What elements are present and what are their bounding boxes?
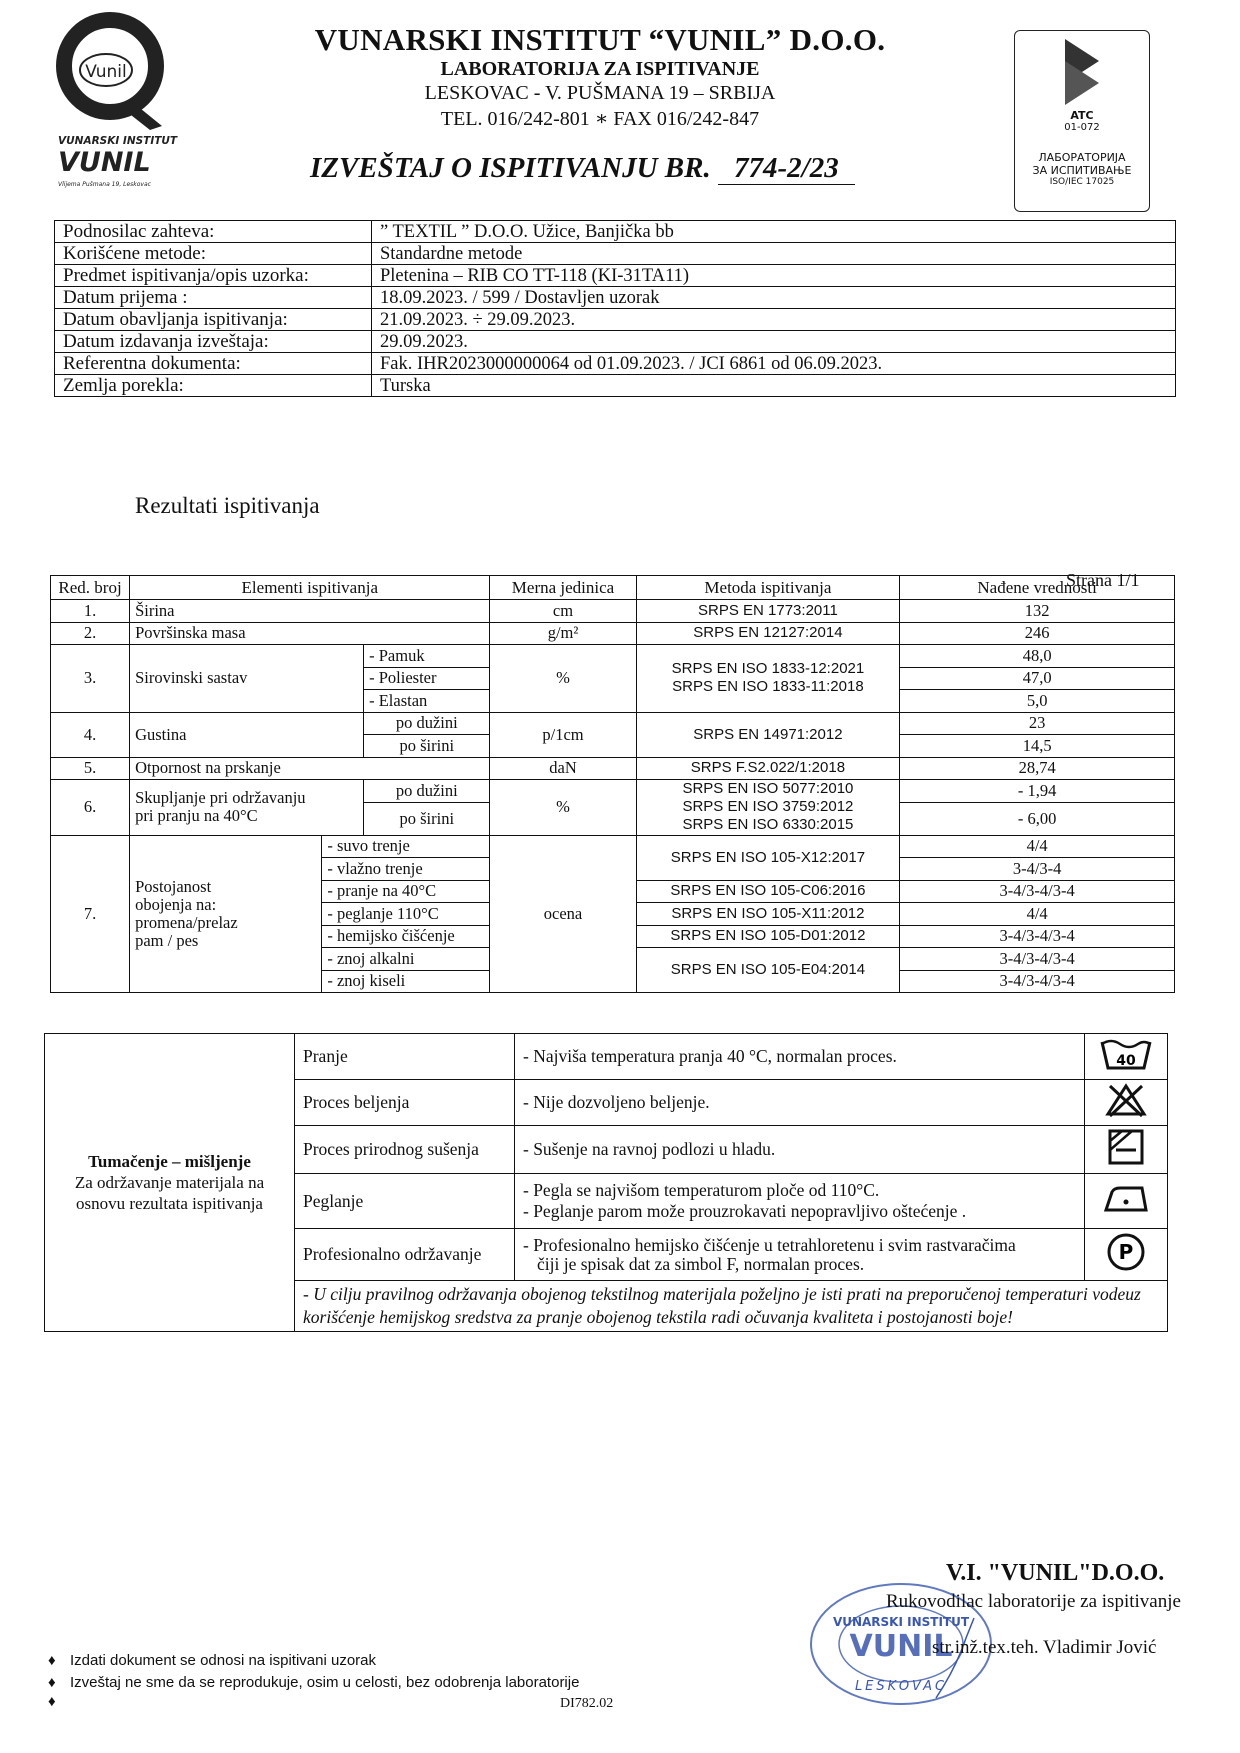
footer-note-1: ♦ Izdati dokument se odnosi na ispitivani uzorak <box>48 1652 377 1669</box>
wash-40-icon <box>1085 1034 1168 1080</box>
no-bleach-icon <box>1085 1080 1168 1126</box>
accreditation-mark-icon <box>1015 31 1149 111</box>
info-label: Predmet ispitivanja/opis uzorka: <box>55 265 372 287</box>
interpretation-table <box>44 1033 1168 1332</box>
table-row: 7. Postojanost obojenja na: promena/prelaz pam / pes - suvo trenje ocena SRPS EN ISO 105-X12:2017 4/4 <box>51 835 1175 858</box>
info-row <box>55 221 1176 243</box>
info-row <box>55 309 1176 331</box>
svg-text:Vunil: Vunil <box>85 62 127 82</box>
info-label: Podnosilac zahteva: <box>55 221 372 243</box>
bullet-icon: ♦ <box>48 1694 56 1710</box>
header-method: Metoda ispitivanja <box>636 576 900 600</box>
footer-bullet <box>48 1694 70 1711</box>
phone-fax: TEL. 016/242-801 ∗ FAX 016/242-847 <box>440 108 760 130</box>
accreditation-badge <box>1014 30 1150 212</box>
table-row: - znoj kiseli 3-4/3-4/3-4 <box>51 970 1175 993</box>
table-row: - peglanje 110°C SRPS EN ISO 105-X11:2012 4/4 <box>51 903 1175 926</box>
bullet-icon: ♦ <box>48 1652 56 1669</box>
info-label: Korišćene metode: <box>55 243 372 265</box>
table-row: 3. Sirovinski sastav - Pamuk % SRPS EN ISO 1833-12:2021 SRPS EN ISO 1833-11:2018 48,0 <box>51 645 1175 668</box>
care-note: - U cilju pravilnog održavanja obojenog tekstilnog materijala poželjno je isti prati na preporučenoj temperaturi vodeuz korišćenje hemijskog sredstva za pranje obojenog tekstila radi očuvanja kvaliteta i postojanosti boje! <box>295 1281 1168 1332</box>
care-row-drying: Proces prirodnog sušenja - Sušenje na ravnoj podlozi u hladu. <box>45 1126 1168 1174</box>
svg-text:VUNARSKI INSTITUT: VUNARSKI INSTITUT <box>58 135 178 147</box>
report-title-label: IZVEŠTAJ O ISPITIVANJU BR. <box>310 152 711 184</box>
atc-line1: ЛАБОРАТОРИЈА <box>1038 151 1126 164</box>
results-table <box>50 575 1175 993</box>
care-row-bleaching: Proces beljenja - Nije dozvoljeno beljenje. <box>45 1080 1168 1126</box>
document-id: DI782.02 <box>560 1696 614 1711</box>
lab-name: LABORATORIJA ZA ISPITIVANJE <box>440 58 760 80</box>
info-value: 18.09.2023. / 599 / Dostavljen uzorak <box>372 287 1176 309</box>
sample-info-table <box>54 220 1176 397</box>
table-row: 2. Površinska masa g/m² SRPS EN 12127:2014 246 <box>51 622 1175 645</box>
signature-name: str.inž.tex.teh. Vladimir Jović <box>932 1637 1157 1658</box>
svg-text:VUNIL: VUNIL <box>849 1629 953 1664</box>
atc-line2: ЗА ИСПИТИВАЊЕ <box>1032 164 1132 177</box>
table-row: - znoj alkalni SRPS EN ISO 105-E04:2014 3-4/3-4/3-4 <box>51 948 1175 971</box>
table-row: - Elastan 5,0 <box>51 690 1175 713</box>
table-row: - hemijsko čišćenje SRPS EN ISO 105-D01:2012 3-4/3-4/3-4 <box>51 925 1175 948</box>
header-no: Red. broj <box>51 576 130 600</box>
atc-line3: ISO/IEC 17025 <box>1049 177 1115 187</box>
page-indicator: Strana 1/1 <box>1066 570 1140 590</box>
care-row-washing: Tumačenje – mišljenje Za održavanje materijala na osnovu rezultata ispitivanja Pranje - Najviša temperatura pranja 40 °C, normalan proces. 40 <box>45 1034 1168 1080</box>
info-label: Datum obavljanja ispitivanja: <box>55 309 372 331</box>
info-value: Turska <box>372 375 1176 397</box>
header-element: Elementi ispitivanja <box>130 576 490 600</box>
table-row: 4. Gustina po dužini p/1cm SRPS EN 14971:2012 23 <box>51 712 1175 735</box>
signature-role: Rukovodilac laboratorije za ispitivanje <box>886 1591 1181 1612</box>
info-row <box>55 353 1176 375</box>
results-title: Rezultati ispitivanja <box>135 493 320 518</box>
atc-label: ATC <box>1070 109 1094 122</box>
table-row: 1. Širina cm SRPS EN 1773:2011 132 <box>51 600 1175 623</box>
svg-text:40: 40 <box>1116 1053 1136 1069</box>
bullet-icon: ♦ <box>48 1674 56 1691</box>
info-row <box>55 375 1176 397</box>
info-row <box>55 243 1176 265</box>
info-value: Pletenina – RIB CO TT-118 (KI-31TA11) <box>372 265 1176 287</box>
interpretation-heading-cell: Tumačenje – mišljenje Za održavanje materijala na osnovu rezultata ispitivanja <box>45 1034 295 1332</box>
svg-text:VUNIL: VUNIL <box>58 147 151 178</box>
care-row-ironing: Peglanje - Pegla se najvišom temperaturom ploče od 110°C. - Peglanje parom može prouzrokavati nepopravljivo oštećenje . <box>45 1174 1168 1229</box>
dry-flat-shade-icon <box>1085 1126 1168 1174</box>
table-row: - vlažno trenje 3-4/3-4 <box>51 858 1175 881</box>
table-row: - pranje na 40°C SRPS EN ISO 105-C06:2016 3-4/3-4/3-4 <box>51 880 1175 903</box>
info-label: Referentna dokumenta: <box>55 353 372 375</box>
info-label: Datum prijema : <box>55 287 372 309</box>
atc-code: 01-072 <box>1064 122 1100 133</box>
table-row: 6. Skupljanje pri održavanju pri pranju na 40°C po dužini % SRPS EN ISO 5077:2010 SRPS EN ISO 3759:2012 SRPS EN ISO 6330:2015 - 1,94 <box>51 780 1175 803</box>
info-value: Fak. IHR2023000000064 od 01.09.2023. / JCI 6861 od 06.09.2023. <box>372 353 1176 375</box>
footer-note-2: ♦ Izveštaj ne sme da se reprodukuje, osim u celosti, bez odobrenja laboratorije <box>48 1674 580 1691</box>
info-row <box>55 331 1176 353</box>
svg-text:Vlijema Pušmana 19, Leskovac: Vlijema Pušmana 19, Leskovac <box>58 181 151 188</box>
care-row-professional: Profesionalno održavanje - Profesionalno hemijsko čišćenje u tetrahloretenu i svim rastvaračima čiji je spisak dat za simbol F, normalan proces. P <box>45 1229 1168 1281</box>
info-value: Standardne metode <box>372 243 1176 265</box>
iron-low-icon <box>1085 1174 1168 1229</box>
table-row: - Poliester 47,0 <box>51 667 1175 690</box>
info-label: Datum izdavanja izveštaja: <box>55 331 372 353</box>
dry-clean-p-icon <box>1085 1229 1168 1281</box>
info-value: 21.09.2023. ÷ 29.09.2023. <box>372 309 1176 331</box>
table-row: po širini - 6,00 <box>51 802 1175 835</box>
vunil-logo <box>50 8 180 188</box>
table-row: 5. Otpornost na prskanje daN SRPS F.S2.022/1:2018 28,74 <box>51 757 1175 780</box>
svg-text:VUNARSKI INSTITUT: VUNARSKI INSTITUT <box>832 1615 970 1629</box>
info-row <box>55 265 1176 287</box>
results-header-row <box>51 576 1175 600</box>
svg-text:LESKOVAC: LESKOVAC <box>854 1679 948 1694</box>
info-value: ” TEXTIL ” D.O.O. Užice, Banjička bb <box>372 221 1176 243</box>
table-row: po širini 14,5 <box>51 735 1175 758</box>
signature-organization: V.I. "VUNIL"D.O.O. <box>946 1560 1165 1586</box>
svg-text:P: P <box>1118 1240 1134 1264</box>
info-value: 29.09.2023. <box>372 331 1176 353</box>
header-unit: Merna jedinica <box>490 576 636 600</box>
info-label: Zemlja porekla: <box>55 375 372 397</box>
institute-name: VUNARSKI INSTITUT “VUNIL” D.O.O. <box>314 22 886 57</box>
info-row <box>55 287 1176 309</box>
report-number: 774-2/23 <box>718 152 855 185</box>
report-title <box>310 152 855 185</box>
header-value: Nađene vrednosti <box>900 576 1175 600</box>
address: LESKOVAC - V. PUŠMANA 19 – SRBIJA <box>424 82 776 104</box>
